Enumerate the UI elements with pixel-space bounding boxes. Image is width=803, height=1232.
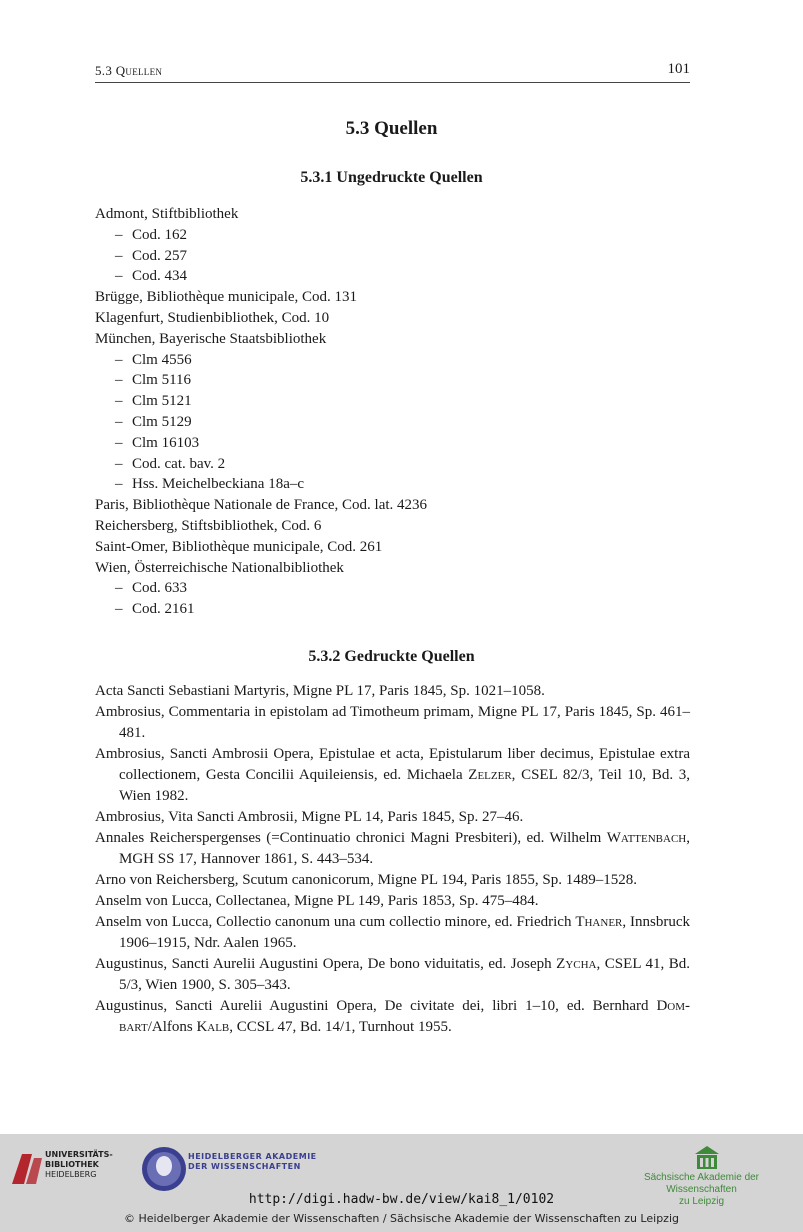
dash-icon: – — [115, 247, 123, 264]
hadw-line1: HEIDELBERGER AKADEMIE — [188, 1152, 317, 1161]
author-name: Zycha — [556, 956, 597, 972]
dash-icon: – — [115, 372, 123, 389]
entry-text: Augustinus, Sancti Aurelii Augustini Opera, De bono viduitatis, ed. Joseph — [95, 956, 557, 972]
dash-icon: – — [115, 601, 123, 618]
entry-text: /Alfons — [147, 1019, 197, 1035]
list-item-text: Cod. 257 — [132, 247, 188, 264]
dash-icon: – — [115, 580, 123, 597]
list-item-text: Cod. 633 — [132, 580, 188, 597]
author-name: Zelzer — [468, 767, 512, 783]
dash-icon: – — [115, 226, 123, 243]
list-item-text: Klagenfurt, Studienbibliothek, Cod. 10 — [95, 309, 330, 326]
list-item-text: Wien, Österreichische Nationalbibliothek — [95, 559, 344, 576]
bibliography-entry — [95, 681, 690, 702]
saw-line1: Sächsische Akademie der Wissenschaften — [643, 1172, 760, 1195]
entry-text: Anselm von Lucca, Collectanea, Migne PL 149, Paris 1853, Sp. 475–484. — [95, 893, 539, 909]
shelfmark-item — [95, 412, 695, 433]
entry-text: Ambrosius, Vita Sancti Ambrosii, Migne PL 14, Paris 1845, Sp. 27–46. — [95, 809, 524, 825]
bibliography-entry — [95, 891, 690, 912]
copyright-text: © Heidelberger Akademie der Wissenschaften / Sächsische Akademie der Wissenschaften zu Leipzig — [123, 1212, 679, 1225]
entry-text: Augustinus, Sancti Aurelii Augustini Opera, De civitate dei, libri 1–10, ed. Bernhard — [95, 998, 657, 1014]
author-name: Wattenbach — [606, 830, 687, 846]
entry-text: , CSEL 82/3, Teil 10, Bd. 3, Wien 1982. — [119, 767, 690, 804]
shelfmark-item — [95, 266, 695, 287]
running-head — [95, 62, 690, 83]
library-item — [95, 204, 695, 225]
entry-text: , Innsbruck 1906–1915, Ndr. Aalen 1965. — [119, 914, 690, 951]
shelfmark-item — [95, 350, 695, 371]
shelfmark-item — [95, 370, 695, 391]
section-heading-unprinted: 5.3.1 Ungedruckte Quellen — [300, 169, 483, 186]
entry-text: , CSEL 41, Bd. 5/3, Wien 1900, S. 305–343. — [119, 956, 690, 993]
dash-icon: – — [115, 413, 123, 430]
entry-text: , MGH SS 17, Hannover 1861, S. 443–534. — [119, 830, 690, 867]
entry-text: Ambrosius, Commentaria in epistolam ad Timotheum primam, Migne PL 17, Paris 1845, Sp. 461–481. — [95, 704, 690, 741]
shelfmark-item — [95, 599, 695, 620]
list-item-text: Clm 5121 — [132, 393, 192, 410]
page-number: 101 — [667, 61, 690, 77]
dash-icon: – — [115, 455, 123, 472]
list-item-text: Paris, Bibliothèque Nationale de France, Cod. lat. 4236 — [95, 497, 428, 514]
bibliography-entry — [95, 702, 690, 744]
chapter-title: 5.3 Quellen — [345, 118, 438, 139]
saw-line2: zu Leipzig — [678, 1196, 725, 1207]
library-item — [95, 516, 695, 537]
shelfmark-item — [95, 454, 695, 475]
author-name: Kalb — [196, 1019, 230, 1035]
printed-sources-list — [95, 681, 690, 1038]
library-item — [95, 537, 695, 558]
page-url-link[interactable]: http://digi.hadw-bw.de/view/kai8_1/0102 — [248, 1192, 555, 1207]
library-item — [95, 495, 695, 516]
shelfmark-item — [95, 225, 695, 246]
shelfmark-item — [95, 578, 695, 599]
library-item — [95, 329, 695, 350]
hadw-line2: DER WISSENSCHAFTEN — [188, 1162, 301, 1171]
ub-line3: HEIDELBERG — [45, 1170, 97, 1179]
library-item — [95, 308, 695, 329]
entry-text: Acta Sancti Sebastiani Martyris, Migne PL 17, Paris 1845, Sp. 1021–1058. — [95, 683, 545, 699]
list-item-text: Clm 5116 — [132, 372, 192, 389]
list-item-text: München, Bayerische Staatsbibliothek — [95, 330, 327, 347]
dash-icon: – — [115, 393, 123, 410]
entry-text: Ambrosius, Sancti Ambrosii Opera, Epistulae et acta, Epistularum liber decimus, Epistulae extra collectionem, Gesta Concilii Aquileiensis, ed. Michaela — [95, 746, 690, 783]
bibliography-entry — [95, 954, 690, 996]
list-item-text: Reichersberg, Stiftsbibliothek, Cod. 6 — [95, 517, 322, 534]
author-name: Thaner — [575, 914, 623, 930]
unprinted-sources-list — [95, 204, 695, 620]
dash-icon: – — [115, 434, 123, 451]
running-head-label: Quellen — [115, 63, 163, 78]
bibliography-entry — [95, 912, 690, 954]
list-item-text: Cod. cat. bav. 2 — [132, 455, 226, 472]
entry-text: Arno von Reichersberg, Scutum canonicorum, Migne PL 194, Paris 1855, Sp. 1489–1528. — [95, 872, 638, 888]
section-heading-printed: 5.3.2 Gedruckte Quellen — [308, 648, 475, 665]
shelfmark-item — [95, 246, 695, 267]
entry-text: , CCSL 47, Bd. 14/1, Turnhout 1955. — [229, 1019, 452, 1035]
list-item-text: Cod. 162 — [132, 226, 188, 243]
list-item-text: Clm 5129 — [132, 413, 192, 430]
list-item-text: Cod. 2161 — [132, 601, 195, 618]
bibliography-entry — [95, 996, 690, 1038]
running-head-number: 5.3 — [95, 63, 113, 78]
dash-icon: – — [115, 268, 123, 285]
running-head-section — [95, 63, 162, 79]
footer-bar — [0, 1134, 803, 1232]
ub-line1: UNIVERSITÄTS- — [45, 1150, 113, 1159]
library-item — [95, 287, 695, 308]
bibliography-entry — [95, 744, 690, 807]
list-item-text: Admont, Stiftbibliothek — [95, 206, 239, 222]
list-item-text: Saint-Omer, Bibliothèque municipale, Cod. 261 — [95, 538, 383, 555]
entry-text: Anselm von Lucca, Collectio canonum una cum collectio minore, ed. Friedrich — [95, 914, 576, 930]
author-name: Dombart — [119, 998, 690, 1035]
dash-icon: – — [115, 351, 123, 368]
ub-line2: BIBLIOTHEK — [45, 1160, 99, 1169]
library-item — [95, 558, 695, 579]
shelfmark-item — [95, 391, 695, 412]
entry-text: Annales Reicherspergenses (=Continuatio chronici Magni Presbiteri), ed. Wilhelm — [95, 830, 607, 846]
dash-icon: – — [115, 476, 123, 493]
list-item-text: Hss. Meichelbeckiana 18a–c — [132, 476, 305, 493]
ub-heidelberg-text — [45, 1150, 113, 1180]
list-item-text: Cod. 434 — [132, 268, 188, 285]
bibliography-entry — [95, 870, 690, 891]
list-item-text: Brügge, Bibliothèque municipale, Cod. 131 — [95, 289, 358, 306]
shelfmark-item — [95, 474, 695, 495]
bibliography-entry — [95, 807, 690, 828]
list-item-text: Clm 16103 — [132, 434, 200, 451]
saw-leipzig-logo-icon[interactable] — [692, 1144, 722, 1174]
bibliography-entry — [95, 828, 690, 870]
list-item-text: Clm 4556 — [132, 351, 192, 368]
shelfmark-item — [95, 433, 695, 454]
hadw-text — [188, 1152, 317, 1172]
